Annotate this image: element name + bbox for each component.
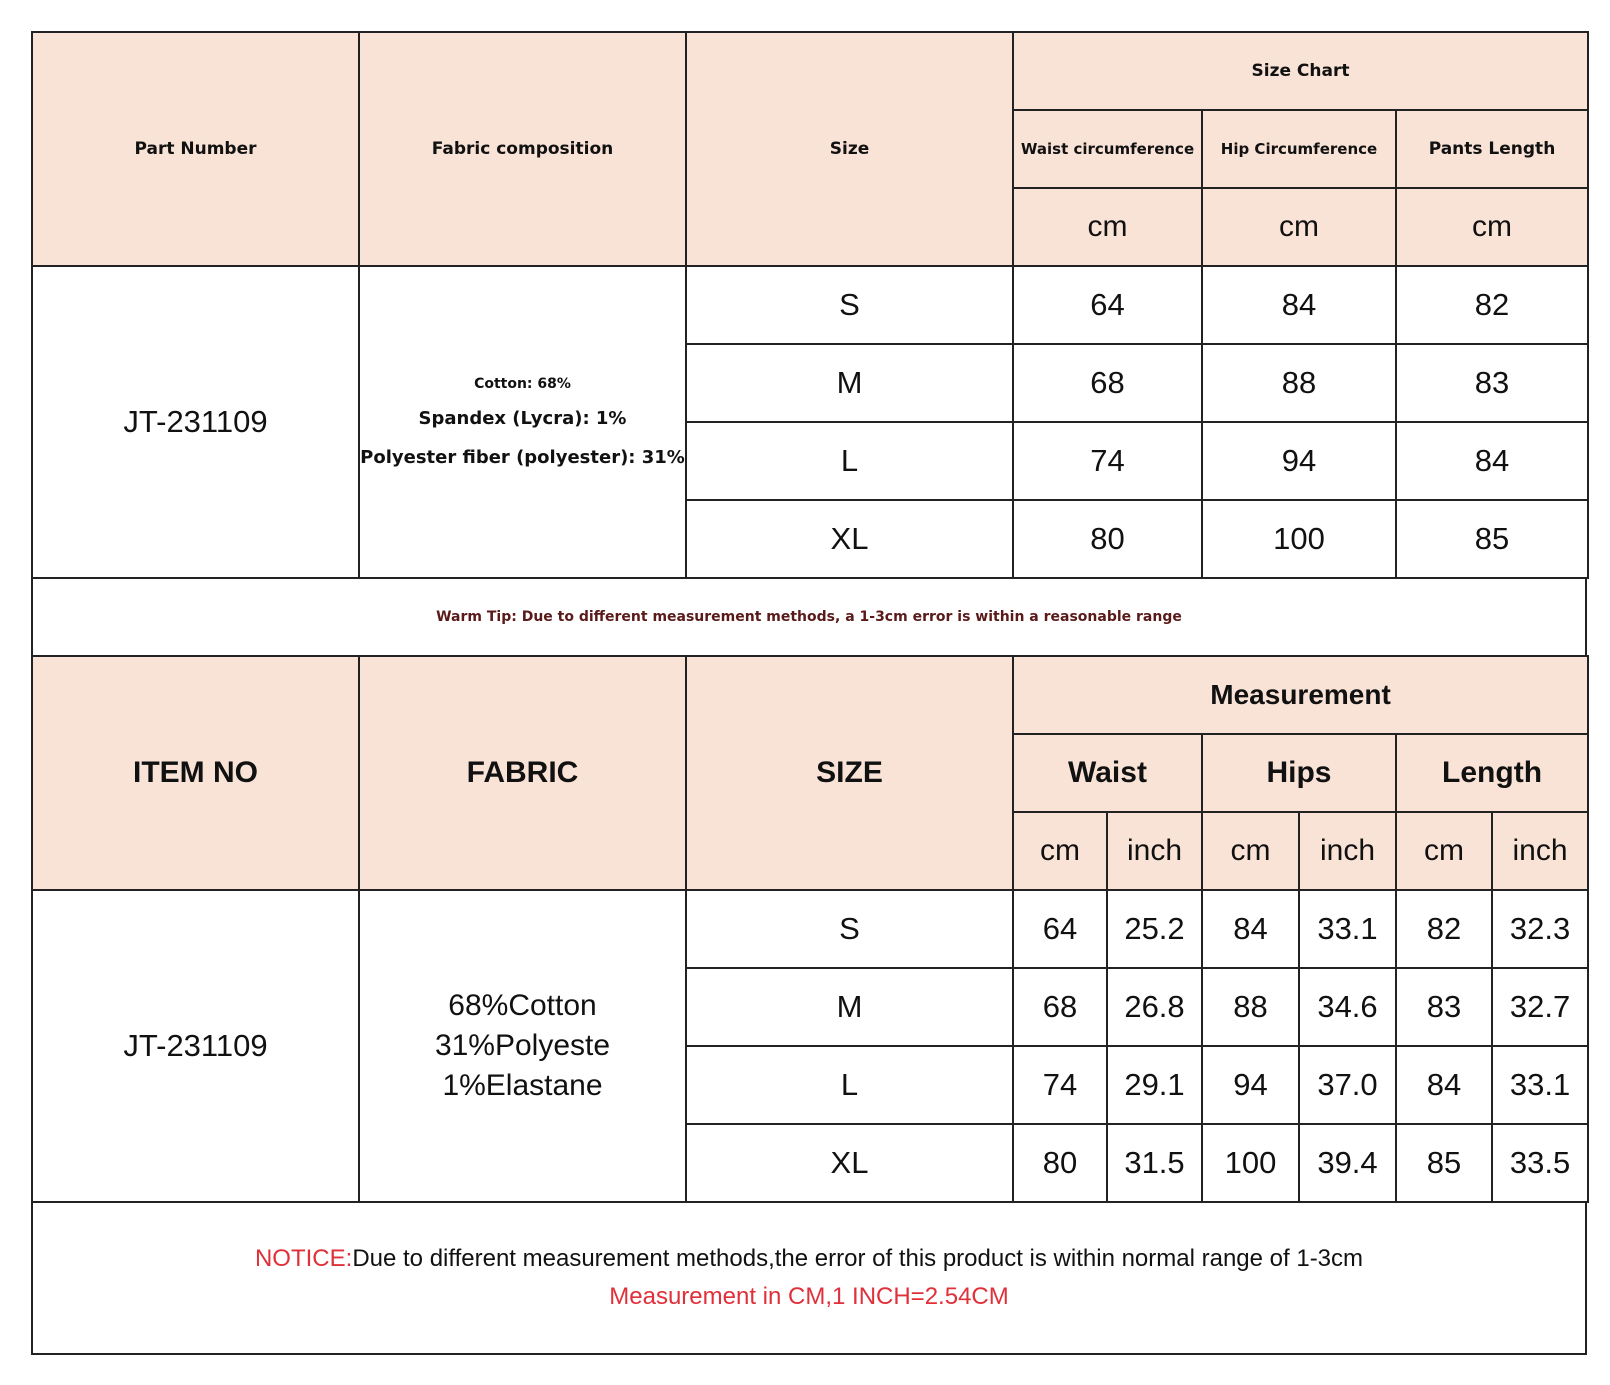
warm-tip-row (31, 577, 1587, 657)
length-value: 83 (1396, 344, 1588, 422)
fabric-line: Polyester fiber (polyester): 31% (360, 447, 685, 468)
fabric-line: Cotton: 68% (474, 376, 571, 392)
length-cm-value: 83 (1396, 968, 1492, 1046)
waist-inch-value: 29.1 (1107, 1046, 1202, 1124)
table-row (32, 890, 1588, 968)
fabric-line: 31%Polyeste (434, 1029, 611, 1062)
size-chart-table-2 (31, 655, 1589, 1203)
conversion-note: Measurement in CM,1 INCH=2.54CM (609, 1283, 1009, 1310)
unit-cm-hip: cm (1202, 188, 1396, 266)
notice-label: NOTICE: (254, 1245, 353, 1272)
header-size-chart: Size Chart (1013, 32, 1588, 110)
length-value: 84 (1396, 422, 1588, 500)
size-value: L (686, 1046, 1013, 1124)
fabric-value (359, 890, 686, 1202)
notice-line (33, 1245, 1585, 1273)
size-value: S (686, 266, 1013, 344)
warm-tip (32, 578, 1586, 656)
notice-box (31, 1201, 1587, 1355)
length-value: 85 (1396, 500, 1588, 578)
header-measurement: Measurement (1013, 656, 1588, 734)
fabric-line: 68%Cotton (448, 989, 597, 1022)
header-hips: Hips (1202, 734, 1396, 812)
length-inch-value: 33.5 (1492, 1124, 1588, 1202)
header-item-no: ITEM NO (32, 656, 359, 890)
hips-cm-value: 84 (1202, 890, 1299, 968)
hips-cm-value: 100 (1202, 1124, 1299, 1202)
hips-inch-value: 37.0 (1299, 1046, 1396, 1124)
hip-value: 100 (1202, 500, 1396, 578)
hips-cm-value: 94 (1202, 1046, 1299, 1124)
header-size: Size (686, 32, 1013, 266)
size-value: M (686, 344, 1013, 422)
header-part-number: Part Number (32, 32, 359, 266)
item-no-value: JT-231109 (32, 890, 359, 1202)
length-cm-value: 85 (1396, 1124, 1492, 1202)
size-chart-table-1 (31, 31, 1589, 579)
hips-inch-value: 33.1 (1299, 890, 1396, 968)
waist-value: 68 (1013, 344, 1202, 422)
waist-cm-value: 64 (1013, 890, 1107, 968)
fabric-line: 1%Elastane (442, 1069, 603, 1102)
unit-cm-waist: cm (1013, 188, 1202, 266)
fabric-line: Spandex (Lycra): 1% (418, 408, 627, 429)
unit-cm-length: cm (1396, 188, 1588, 266)
length-value: 82 (1396, 266, 1588, 344)
unit-inch: inch (1299, 812, 1396, 890)
header-waist-circumference: Waist circumference (1013, 110, 1202, 188)
header-fabric: FABRIC (359, 656, 686, 890)
header-fabric-composition: Fabric composition (359, 32, 686, 266)
unit-cm: cm (1013, 812, 1107, 890)
length-inch-value: 32.3 (1492, 890, 1588, 968)
waist-inch-value: 25.2 (1107, 890, 1202, 968)
part-number-value: JT-231109 (32, 266, 359, 578)
header-hip-circumference: Hip Circumference (1202, 110, 1396, 188)
hips-cm-value: 88 (1202, 968, 1299, 1046)
waist-cm-value: 68 (1013, 968, 1107, 1046)
fabric-composition-value (359, 266, 686, 578)
unit-inch: inch (1492, 812, 1588, 890)
waist-cm-value: 74 (1013, 1046, 1107, 1124)
notice-text: Due to different measurement methods,the error of this product is within normal range of 1-3cm (352, 1245, 1364, 1272)
length-inch-value: 32.7 (1492, 968, 1588, 1046)
unit-cm: cm (1202, 812, 1299, 890)
hip-value: 94 (1202, 422, 1396, 500)
size-value: XL (686, 500, 1013, 578)
size-value: S (686, 890, 1013, 968)
waist-value: 64 (1013, 266, 1202, 344)
warm-tip-text: Warm Tip: Due to different measurement methods, a 1-3cm error is within a reasonable range (436, 609, 1182, 625)
waist-cm-value: 80 (1013, 1124, 1107, 1202)
notice (32, 1202, 1586, 1354)
header-length: Length (1396, 734, 1588, 812)
waist-value: 80 (1013, 500, 1202, 578)
hips-inch-value: 34.6 (1299, 968, 1396, 1046)
table-row (32, 266, 1588, 344)
size-value: XL (686, 1124, 1013, 1202)
length-cm-value: 82 (1396, 890, 1492, 968)
size-value: M (686, 968, 1013, 1046)
unit-inch: inch (1107, 812, 1202, 890)
hip-value: 84 (1202, 266, 1396, 344)
hip-value: 88 (1202, 344, 1396, 422)
waist-inch-value: 31.5 (1107, 1124, 1202, 1202)
header-size: SIZE (686, 656, 1013, 890)
waist-inch-value: 26.8 (1107, 968, 1202, 1046)
size-value: L (686, 422, 1013, 500)
header-waist: Waist (1013, 734, 1202, 812)
length-cm-value: 84 (1396, 1046, 1492, 1124)
unit-cm: cm (1396, 812, 1492, 890)
length-inch-value: 33.1 (1492, 1046, 1588, 1124)
hips-inch-value: 39.4 (1299, 1124, 1396, 1202)
header-pants-length: Pants Length (1396, 110, 1588, 188)
size-chart-document (31, 31, 1587, 1355)
waist-value: 74 (1013, 422, 1202, 500)
